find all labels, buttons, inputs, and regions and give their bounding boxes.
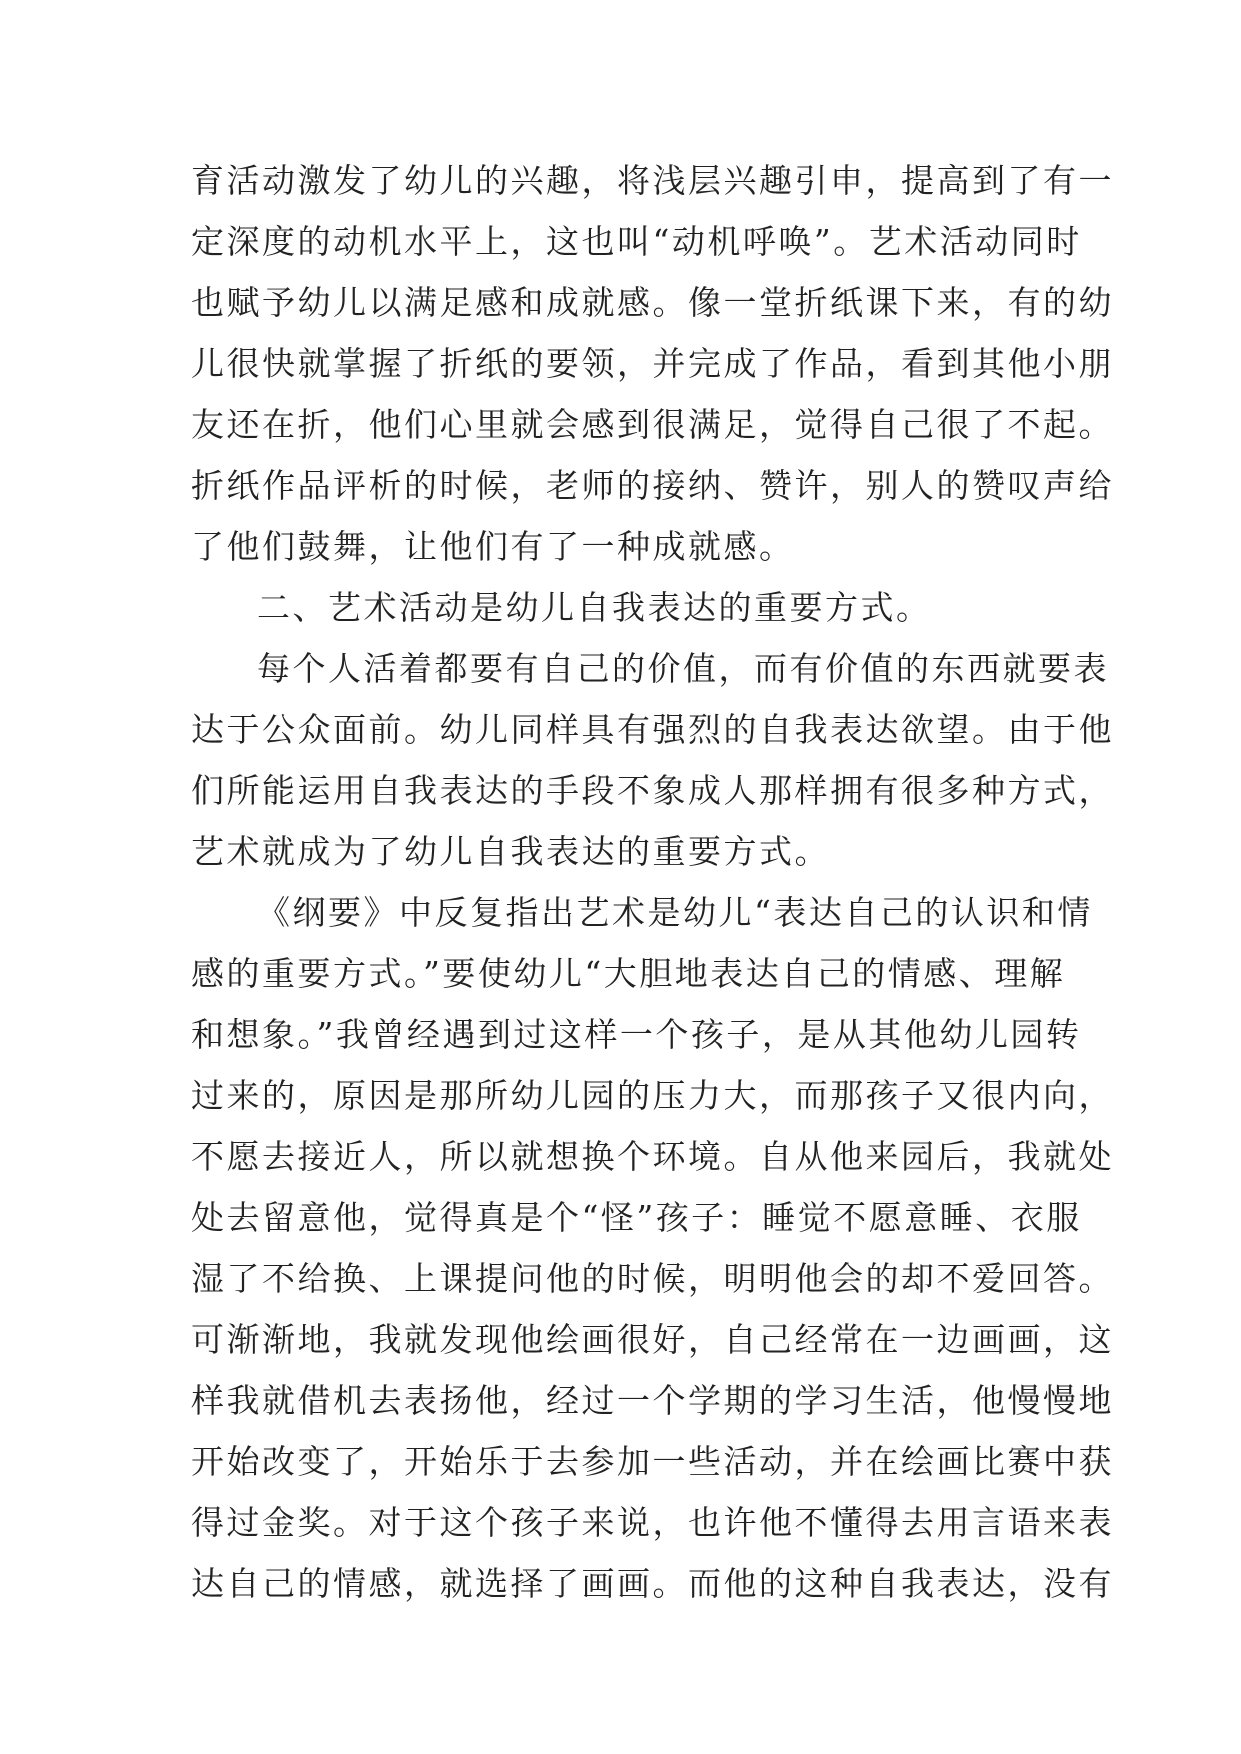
text-line: 了他们鼓舞，让他们有了一种成就感。 [191, 527, 795, 566]
text-line: 育活动激发了幼儿的兴趣，将浅层兴趣引申，提高到了有一 [191, 161, 1114, 200]
text-line: 湿了不给换、上课提问他的时候，明明他会的却不爱回答。 [191, 1259, 1114, 1298]
text-line: 不愿去接近人，所以就想换个环境。自从他来园后，我就处 [191, 1137, 1114, 1176]
text-line: 感的重要方式。”要使幼儿“大胆地表达自己的情感、理解 [191, 954, 1066, 993]
body-text [191, 150, 1114, 1614]
text-line: 样我就借机去表扬他，经过一个学期的学习生活，他慢慢地 [191, 1381, 1114, 1420]
text-line: 友还在折，他们心里就会感到很满足，觉得自己很了不起。 [191, 405, 1114, 444]
section-heading: 二、艺术活动是幼儿自我表达的重要方式。 [257, 588, 932, 627]
text-line: 定深度的动机水平上，这也叫“动机呼唤”。艺术活动同时 [191, 222, 1082, 261]
text-line: 得过金奖。对于这个孩子来说，也许他不懂得去用言语来表 [191, 1503, 1114, 1542]
text-line: 达自己的情感，就选择了画画。而他的这种自我表达，没有 [191, 1564, 1114, 1603]
text-line: 折纸作品评析的时候，老师的接纳、赞许，别人的赞叹声给 [191, 466, 1114, 505]
text-line: 每个人活着都要有自己的价值，而有价值的东西就要表 [257, 649, 1109, 688]
text-line: 达于公众面前。幼儿同样具有强烈的自我表达欲望。由于他 [191, 710, 1114, 749]
text-line: 们所能运用自我表达的手段不象成人那样拥有很多种方式， [191, 771, 1114, 810]
text-line: 《纲要》中反复指出艺术是幼儿“表达自己的认识和情 [257, 893, 1093, 932]
text-line: 也赋予幼儿以满足感和成就感。像一堂折纸课下来，有的幼 [191, 283, 1114, 322]
text-line: 儿很快就掌握了折纸的要领，并完成了作品，看到其他小朋 [191, 344, 1114, 383]
text-line: 过来的，原因是那所幼儿园的压力大，而那孩子又很内向， [191, 1076, 1114, 1115]
text-line: 处去留意他，觉得真是个“怪”孩子：睡觉不愿意睡、衣服 [191, 1198, 1082, 1237]
text-line: 和想象。”我曾经遇到过这样一个孩子，是从其他幼儿园转 [191, 1015, 1082, 1054]
text-line: 可渐渐地，我就发现他绘画很好，自己经常在一边画画，这 [191, 1320, 1114, 1359]
text-line: 艺术就成为了幼儿自我表达的重要方式。 [191, 832, 830, 871]
text-line: 开始改变了，开始乐于去参加一些活动，并在绘画比赛中获 [191, 1442, 1114, 1481]
